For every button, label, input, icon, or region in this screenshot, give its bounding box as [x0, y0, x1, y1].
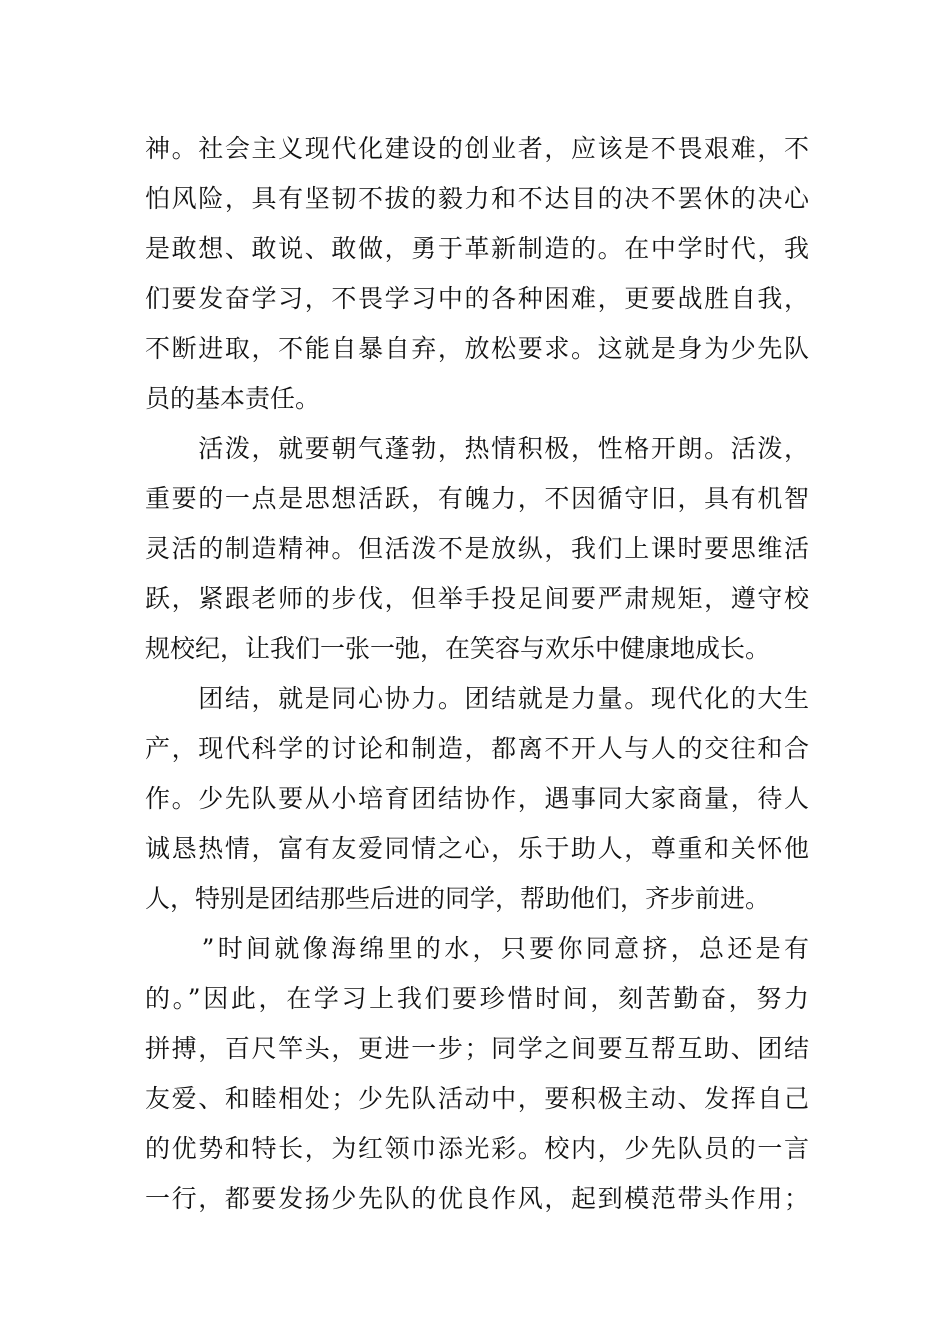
- text-line: 友爱、和睦相处；少先队活动中，要积极主动、发挥自己: [145, 1084, 809, 1113]
- document-body: [145, 124, 809, 1224]
- paragraph-3: [145, 674, 809, 924]
- paragraph-4: [145, 924, 809, 1224]
- text-line: 们要发奋学习，不畏学习中的各种困难，更要战胜自我，: [145, 284, 809, 313]
- text-line: 一行，都要发扬少先队的优良作风，起到模范带头作用；: [145, 1184, 809, 1213]
- text-line: 拼搏，百尺竿头，更进一步；同学之间要互帮互助、团结: [145, 1034, 809, 1063]
- text-line: 重要的一点是思想活跃，有魄力，不因循守旧，具有机智: [145, 484, 809, 513]
- text-line: 是敢想、敢说、敢做，勇于革新制造的。在中学时代，我: [145, 234, 809, 263]
- text-line: 人，特别是团结那些后进的同学，帮助他们，齐步前进。: [145, 884, 771, 913]
- text-line: 灵活的制造精神。但活泼不是放纵，我们上课时要思维活: [145, 534, 809, 563]
- text-line: 团结，就是同心协力。团结就是力量。现代化的大生: [145, 684, 809, 713]
- text-line: 规校纪，让我们一张一弛，在笑容与欢乐中健康地成长。: [145, 634, 771, 663]
- text-line: 活泼，就要朝气蓬勃，热情积极，性格开朗。活泼，: [145, 434, 809, 463]
- text-line: 怕风险，具有坚韧不拔的毅力和不达目的决不罢休的决心: [145, 184, 809, 213]
- text-line: 不断进取，不能自暴自弃，放松要求。这就是身为少先队: [145, 334, 809, 363]
- text-line: 作。少先队要从小培育团结协作，遇事同大家商量，待人: [145, 784, 809, 813]
- text-line: 的。”因此，在学习上我们要珍惜时间，刻苦勤奋，努力: [145, 984, 809, 1013]
- text-line: 产，现代科学的讨论和制造，都离不开人与人的交往和合: [145, 734, 809, 763]
- paragraph-2: [145, 424, 809, 674]
- paragraph-1: [145, 124, 809, 424]
- text-line: 神。社会主义现代化建设的创业者，应该是不畏艰难，不: [145, 134, 809, 163]
- text-line: ”时间就像海绵里的水，只要你同意挤，总还是有: [145, 934, 809, 963]
- text-line: 诚恳热情，富有友爱同情之心，乐于助人，尊重和关怀他: [145, 834, 809, 863]
- text-line: 的优势和特长，为红领巾添光彩。校内，少先队员的一言: [145, 1134, 809, 1163]
- text-line: 员的基本责任。: [145, 384, 321, 413]
- text-line: 跃，紧跟老师的步伐，但举手投足间要严肃规矩，遵守校: [145, 584, 809, 613]
